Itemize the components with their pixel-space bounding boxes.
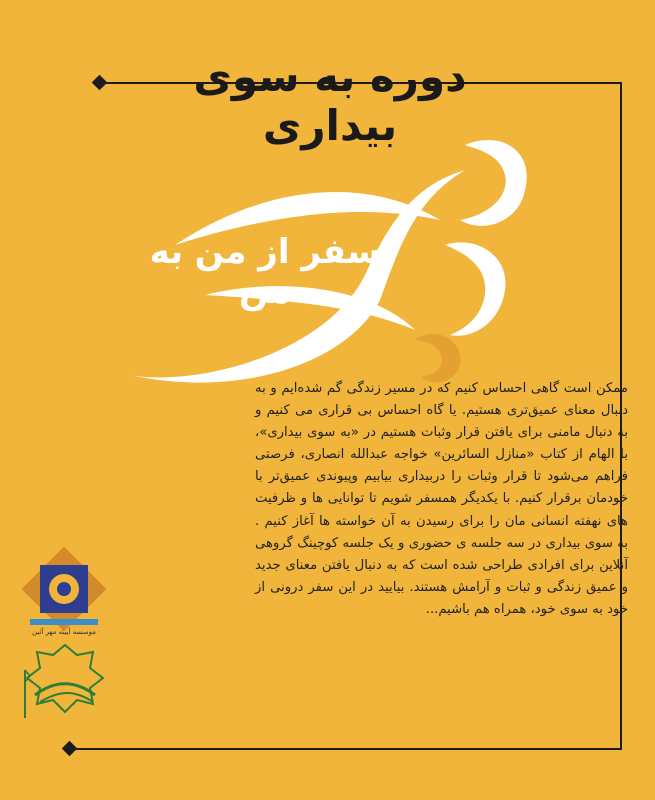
institute-logo-icon <box>20 545 108 633</box>
association-logo-icon <box>15 640 115 720</box>
page-title: دوره به سوی بیداری <box>193 52 467 150</box>
description-text: ممکن است گاهی احساس کنیم که در مسیر زندگی گم شده‌ایم و به دنبال معنای عمیق‌تری هستیم. یا گاه احساس بی قراری می کنیم و به دنبال مامنی برای یافتن قرار وثبات هستیم در «به سوی بیداری»، با الهام از کتاب «منازل السائرین» خواجه عبدالله انصاری، فرصتی فراهم می‌شود تا قرار وثبات را دربیداری بیابیم وپیوندی عمیق‌تر با خودمان برقرار کنیم. با یکدیگر همسفر شویم تا توانایی ها و ظرفیت های نهفته انسانی مان را برای رسیدن به آن خواسته ها آغاز کنیم . به سوی بیداری در سه جلسه ی حضوری و یک جلسه کوچینگ گروهی آنلاین برای افرادی طراحی شده است که به دنبال یافتن معنای جدید و عمیق زندگی و ثبات و آرامش هستند. بیایید در این سفر درونی از خود به سوی خود، همراه هم باشیم... <box>255 381 628 617</box>
frame-dot-bottom <box>62 741 78 757</box>
frame-dot-top <box>92 75 108 91</box>
subtitle: سفر از من به من <box>149 232 381 312</box>
frame-line-bottom <box>70 748 622 750</box>
institute-logo-caption: موسسه آیینه مهر آئین <box>32 628 96 636</box>
